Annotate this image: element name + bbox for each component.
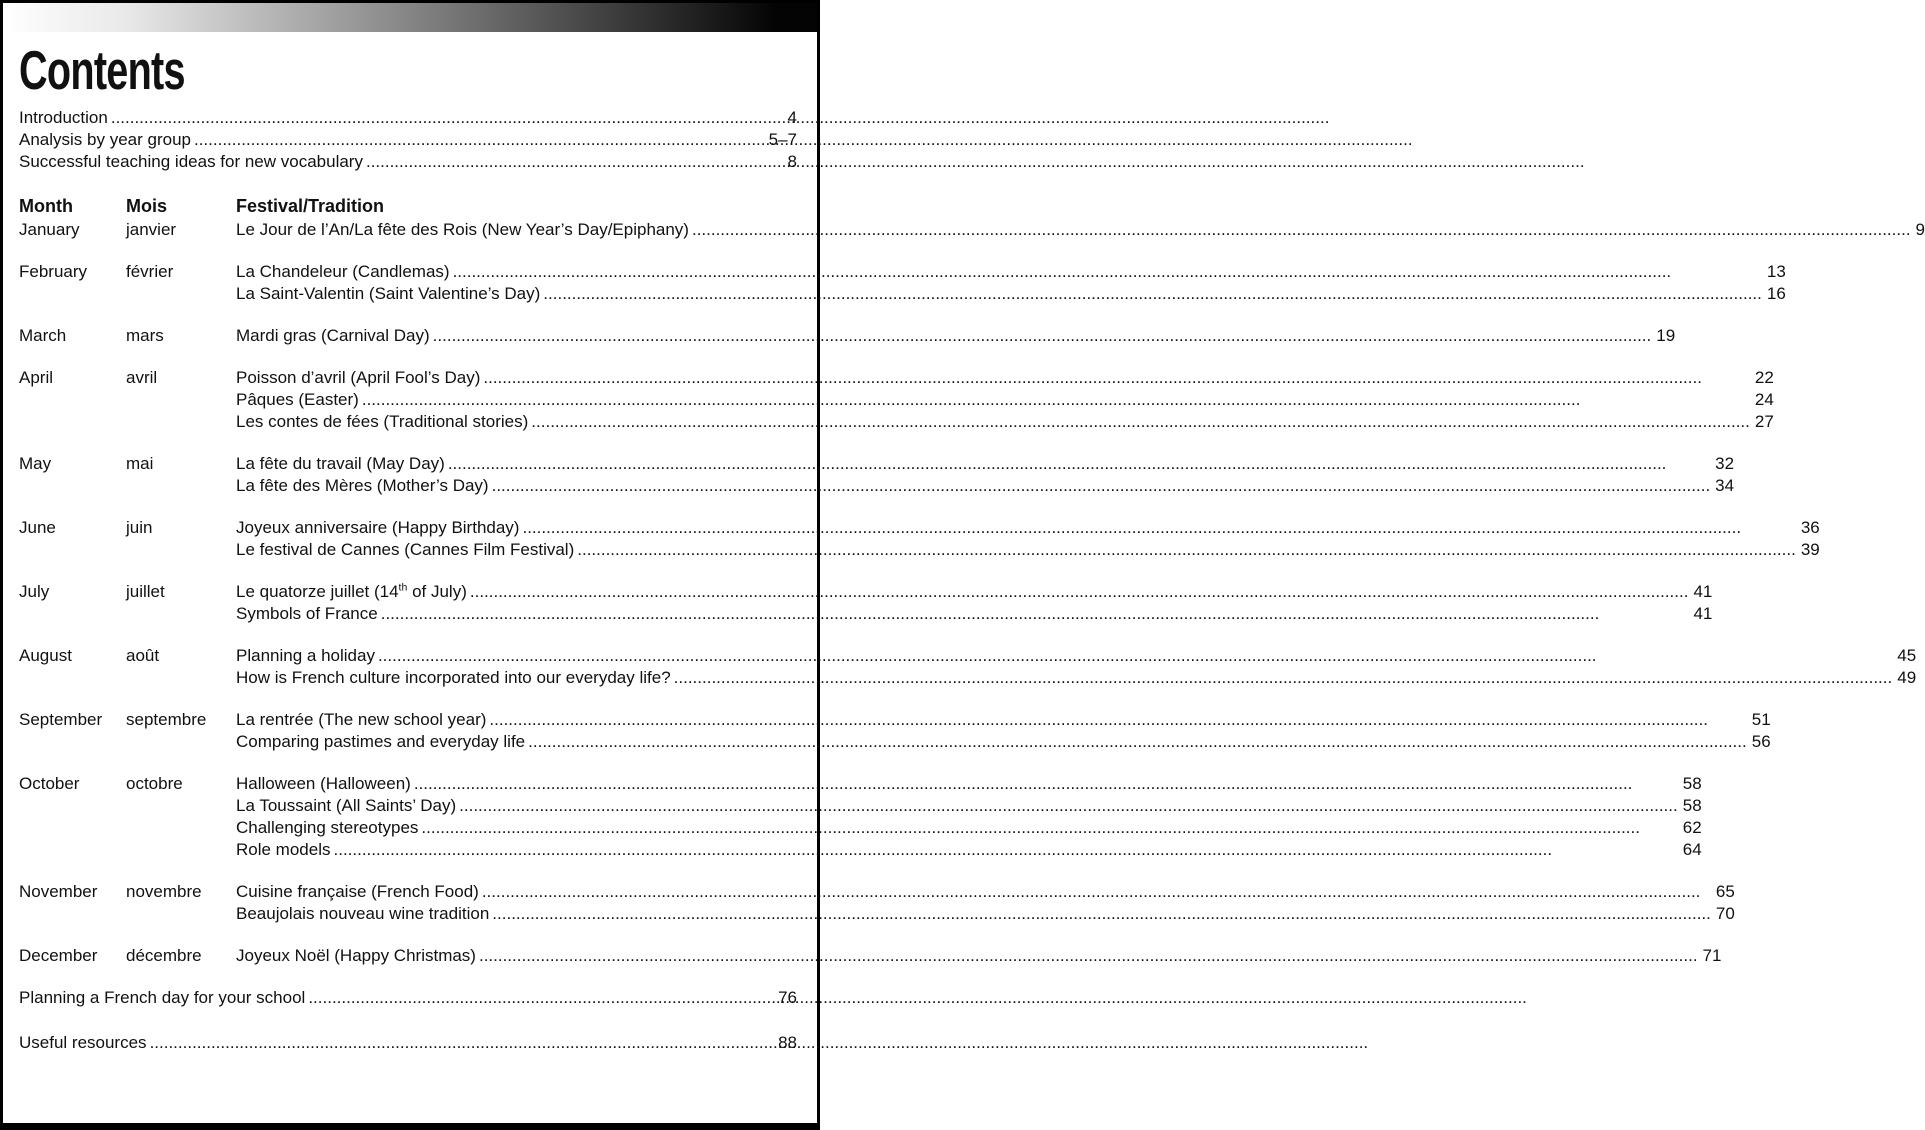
page-number: 4 xyxy=(787,108,797,127)
months-table xyxy=(19,219,1925,967)
mois-name: août xyxy=(126,646,160,665)
dot-leader xyxy=(577,539,1796,561)
header-gradient-bar xyxy=(3,3,817,32)
mois-name: janvier xyxy=(126,220,177,239)
dot-leader xyxy=(366,151,783,173)
page-number: 8 xyxy=(787,152,797,171)
festival-entries xyxy=(236,645,1916,689)
month-row xyxy=(19,645,1917,689)
toc-entry-title: Pâques (Easter) xyxy=(236,390,359,409)
month-row xyxy=(19,581,1713,625)
page-number: 71 xyxy=(1702,946,1722,965)
toc-entry xyxy=(236,903,1735,925)
footer-list xyxy=(19,987,797,1054)
toc-entry xyxy=(236,517,1820,539)
toc-entry xyxy=(236,603,1712,625)
dot-leader xyxy=(381,603,1689,625)
toc-entry xyxy=(236,881,1735,903)
toc-entry-title: Analysis by year group xyxy=(19,130,191,149)
toc-entry-title: Symbols of France xyxy=(236,604,378,623)
toc-entry xyxy=(236,795,1702,817)
toc-entry xyxy=(236,773,1702,795)
superscript-ordinal: th xyxy=(398,581,408,594)
toc-entry-title: Poisson d’avril (April Fool’s Day) xyxy=(236,368,481,387)
page-number: 24 xyxy=(1754,390,1774,409)
toc-entry-title: La Chandeleur (Candlemas) xyxy=(236,262,450,281)
toc-entry-title: Successful teaching ideas for new vocabulary xyxy=(19,152,363,171)
page-number: 36 xyxy=(1800,518,1820,537)
toc-entry-title: La Toussaint (All Saints’ Day) xyxy=(236,796,457,815)
dot-leader xyxy=(111,107,783,129)
mois-name: décembre xyxy=(126,946,202,965)
mois-name: avril xyxy=(126,368,158,387)
page-number: 19 xyxy=(1656,326,1676,345)
page-number: 39 xyxy=(1800,540,1820,559)
dot-leader xyxy=(482,881,1711,903)
month-name: January xyxy=(19,220,80,239)
mois-name: novembre xyxy=(126,882,202,901)
toc-entry xyxy=(236,389,1774,411)
dot-leader xyxy=(483,367,1750,389)
page-title: Contents xyxy=(19,39,185,101)
month-row xyxy=(19,945,1722,967)
toc-entry xyxy=(236,283,1786,305)
mois-name: février xyxy=(126,262,174,281)
month-name: July xyxy=(19,582,50,601)
toc-entry xyxy=(236,261,1786,283)
festival-entries xyxy=(236,325,1675,347)
toc-entry xyxy=(236,817,1702,839)
toc-entry xyxy=(236,475,1734,497)
month-row xyxy=(19,881,1735,925)
toc-entry-title: La Saint-Valentin (Saint Valentine’s Day) xyxy=(236,284,541,303)
month-name: December xyxy=(19,946,98,965)
toc-entry-title: Comparing pastimes and everyday life xyxy=(236,732,526,751)
mois-name: septembre xyxy=(126,710,207,729)
page-number: 16 xyxy=(1766,284,1786,303)
month-name: August xyxy=(19,646,72,665)
page-number: 64 xyxy=(1682,840,1702,859)
toc-entry-title: Useful resources xyxy=(19,1033,147,1052)
month-name: May xyxy=(19,454,52,473)
month-name: November xyxy=(19,882,98,901)
page-number: 32 xyxy=(1715,454,1735,473)
dot-leader xyxy=(492,903,1711,925)
toc-entry-title: Mardi gras (Carnival Day) xyxy=(236,326,430,345)
toc-entry xyxy=(236,411,1774,433)
dot-leader xyxy=(531,411,1750,433)
page-number: 76 xyxy=(778,988,797,1007)
dot-leader xyxy=(453,261,1762,283)
dot-leader xyxy=(543,283,1762,305)
month-row xyxy=(19,453,1735,497)
toc-entry-title: Cuisine française (French Food) xyxy=(236,882,479,901)
toc-entry xyxy=(236,945,1721,967)
page-number: 58 xyxy=(1682,796,1702,815)
toc-entry xyxy=(19,129,797,151)
festival-entries xyxy=(236,453,1734,497)
page-number: 56 xyxy=(1751,732,1771,751)
dot-leader xyxy=(433,325,1652,347)
toc-entry xyxy=(236,219,1925,241)
page-number: 49 xyxy=(1897,668,1917,687)
toc-entry xyxy=(236,453,1734,475)
page-number: 13 xyxy=(1766,262,1786,281)
toc-entry xyxy=(236,709,1771,731)
festival-entries xyxy=(236,581,1712,625)
dot-leader xyxy=(459,795,1678,817)
page-number: 9 xyxy=(1915,220,1925,239)
mois-name: juin xyxy=(126,518,153,537)
toc-entry-title: Le festival de Cannes (Cannes Film Festival) xyxy=(236,540,575,559)
toc-entry xyxy=(236,731,1771,753)
month-name: October xyxy=(19,774,80,793)
festival-entries xyxy=(236,945,1721,967)
month-name: April xyxy=(19,368,54,387)
toc-entry xyxy=(236,539,1820,561)
month-name: June xyxy=(19,518,56,537)
dot-leader xyxy=(489,709,1746,731)
column-header-festival: Festival/Tradition xyxy=(236,196,385,216)
month-row xyxy=(19,325,1676,347)
page-number: 45 xyxy=(1897,646,1917,665)
toc-entry xyxy=(19,1032,797,1054)
toc-entry-title: Le Jour de l’An/La fête des Rois (New Year’s Day/Epiphany) xyxy=(236,220,689,239)
page-number: 62 xyxy=(1682,818,1702,837)
toc-entry xyxy=(236,839,1702,861)
dot-leader xyxy=(674,667,1893,689)
dot-leader xyxy=(362,389,1750,411)
dot-leader xyxy=(334,839,1678,861)
dot-leader xyxy=(522,517,1795,539)
toc-entry xyxy=(236,667,1916,689)
toc-entry xyxy=(236,367,1774,389)
toc-entry-title: Planning a French day for your school xyxy=(19,988,306,1007)
toc-entry-title: Challenging stereotypes xyxy=(236,818,419,837)
festival-entries xyxy=(236,881,1735,925)
dot-leader xyxy=(448,453,1710,475)
dot-leader xyxy=(308,987,773,1009)
mois-name: octobre xyxy=(126,774,183,793)
page-number: 70 xyxy=(1715,904,1735,923)
toc-entry-title: Le quatorze juillet (14th of July) xyxy=(236,581,467,601)
dot-leader xyxy=(421,817,1677,839)
page-number: 34 xyxy=(1715,476,1735,495)
toc-entry-title: Les contes de fées (Traditional stories) xyxy=(236,412,529,431)
page-number: 88 xyxy=(778,1033,797,1052)
month-row xyxy=(19,367,1774,433)
toc-entry-title: Beaujolais nouveau wine tradition xyxy=(236,904,490,923)
month-row xyxy=(19,219,1925,241)
intro-list xyxy=(19,107,797,173)
toc-entry-title: Introduction xyxy=(19,108,108,127)
month-name: February xyxy=(19,262,88,281)
page-number: 58 xyxy=(1682,774,1702,793)
toc-entry-title: Joyeux anniversaire (Happy Birthday) xyxy=(236,518,520,537)
toc-entry xyxy=(19,151,797,173)
table-header-row xyxy=(19,195,797,217)
mois-name: juillet xyxy=(126,582,165,601)
festival-entries xyxy=(236,367,1774,433)
dot-leader xyxy=(479,945,1698,967)
mois-name: mars xyxy=(126,326,164,345)
month-name: September xyxy=(19,710,103,729)
festival-entries xyxy=(236,517,1820,561)
page-number: 41 xyxy=(1693,582,1713,601)
page-number: 22 xyxy=(1754,368,1774,387)
mois-name: mai xyxy=(126,454,154,473)
page-number: 51 xyxy=(1751,710,1771,729)
toc-entry xyxy=(236,581,1712,603)
month-row xyxy=(19,709,1771,753)
page-number: 41 xyxy=(1693,604,1713,623)
festival-entries xyxy=(236,261,1786,305)
page-number: 5–7 xyxy=(768,130,797,149)
toc-entry-title: Role models xyxy=(236,840,331,859)
month-row xyxy=(19,261,1786,305)
page-number: 65 xyxy=(1715,882,1735,901)
dot-leader xyxy=(378,645,1892,667)
month-row xyxy=(19,517,1820,561)
toc-entry-title: La rentrée (The new school year) xyxy=(236,710,487,729)
dot-leader xyxy=(492,475,1711,497)
festival-entries xyxy=(236,219,1925,241)
toc-entry-title: Halloween (Halloween) xyxy=(236,774,411,793)
page-number: 27 xyxy=(1754,412,1774,431)
dot-leader xyxy=(194,129,764,151)
festival-entries xyxy=(236,709,1771,753)
month-name: March xyxy=(19,326,67,345)
toc-entry-title: La fête du travail (May Day) xyxy=(236,454,445,473)
toc-entry-title: Planning a holiday xyxy=(236,646,375,665)
toc-entry xyxy=(236,325,1675,347)
toc-entry xyxy=(19,107,797,129)
dot-leader xyxy=(528,731,1747,753)
festival-entries xyxy=(236,773,1702,861)
dot-leader xyxy=(150,1032,774,1054)
month-row xyxy=(19,773,1702,861)
column-header-mois: Mois xyxy=(126,196,168,216)
page-content xyxy=(3,107,1925,1054)
dot-leader xyxy=(470,581,1689,603)
toc-entry xyxy=(236,645,1916,667)
dot-leader xyxy=(414,773,1678,795)
column-header-month: Month xyxy=(19,196,73,216)
toc-entry-title: La fête des Mères (Mother’s Day) xyxy=(236,476,489,495)
toc-entry-title: Joyeux Noël (Happy Christmas) xyxy=(236,946,476,965)
dot-leader xyxy=(692,219,1911,241)
toc-entry-title: How is French culture incorporated into our everyday life? xyxy=(236,668,671,687)
toc-entry xyxy=(19,987,797,1009)
